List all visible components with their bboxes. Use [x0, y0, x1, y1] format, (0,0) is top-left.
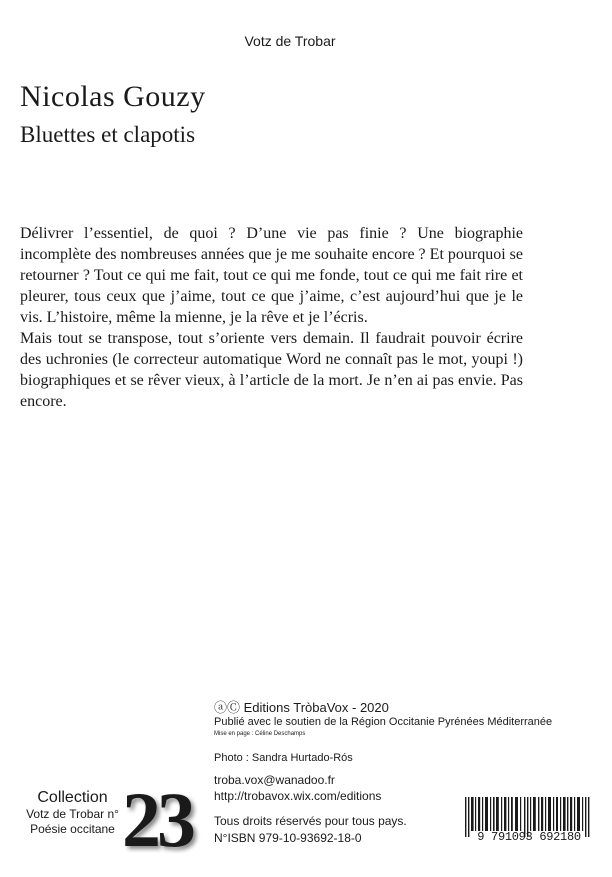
publisher-block: [214, 700, 552, 739]
back-cover-blurb: [20, 223, 523, 412]
website-link[interactable]: http://trobavox.wix.com/editions: [214, 789, 382, 803]
book-title: Bluettes et clapotis: [20, 122, 196, 147]
rights-line: Tous droits réservés pour tous pays.: [214, 814, 407, 828]
photo-credit: Photo : Sandra Hurtado-Rós: [214, 752, 353, 764]
barcode-digits: 9 791093 692180: [477, 830, 581, 844]
collection-block: [20, 789, 125, 837]
copyright-line: ⓐⒸ Editions TròbaVox - 2020: [214, 700, 389, 715]
rights-block: [214, 813, 407, 847]
support-line: Publié avec le soutien de la Région Occitanie Pyrénées Méditerranée: [214, 716, 553, 728]
contact-block: [214, 772, 381, 804]
blurb-paragraph-2: Mais tout se transpose, tout s’oriente vers demain. Il faudrait pouvoir écrire des uchronies (le correcteur automatique Word ne connaît pas le mot, youpi !) biographiques et se rêver vieux, à l’article de la mort. Je n’en ai pas envie. Pas encore.: [20, 330, 523, 410]
blurb-paragraph-1: Délivrer l’essentiel, de quoi ? D’une vie pas finie ? Une biographie incomplète des nombreuses années que je me souhaite encore ? Et pourquoi se retourner ? Tout ce qui me fait, tout ce qui me fonde, tout ce qui me fait rire et pleurer, tous ceux que j’aime, tout ce que j’aime, c’est aujourd’hui que je le vis. L’histoire, même la mienne, je la rêve et je l’écris.: [20, 225, 523, 326]
collection-series: Votz de Trobar n°: [26, 807, 119, 821]
author-name: Nicolas Gouzy: [20, 80, 206, 113]
email-link[interactable]: troba.vox@wanadoo.fr: [214, 773, 335, 787]
series-name: Votz de Trobar: [244, 33, 336, 49]
collection-label: Collection: [37, 789, 108, 806]
collection-genre: Poésie occitane: [30, 822, 115, 836]
isbn-line: N°ISBN 979-10-93692-18-0: [214, 831, 362, 845]
collection-number: 23: [122, 776, 192, 863]
layout-credit: Mise en page : Céline Deschamps: [214, 731, 306, 737]
